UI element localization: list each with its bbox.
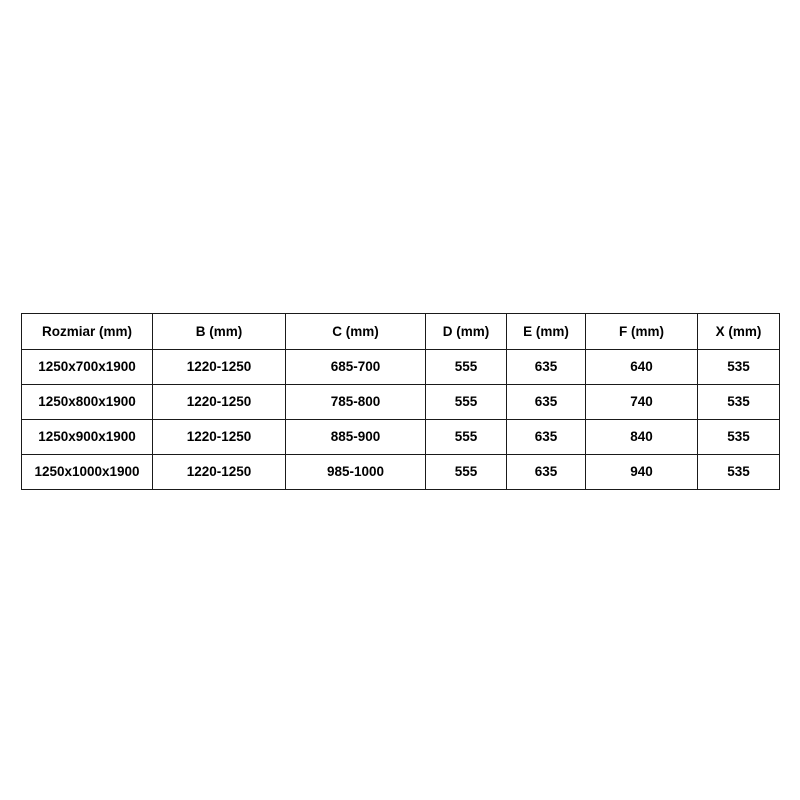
cell-x: 535 — [698, 350, 780, 385]
column-header-c: C (mm) — [286, 314, 426, 350]
cell-e: 635 — [507, 385, 586, 420]
table-row — [22, 455, 780, 490]
cell-c: 685-700 — [286, 350, 426, 385]
cell-f: 640 — [586, 350, 698, 385]
cell-c: 785-800 — [286, 385, 426, 420]
cell-d: 555 — [426, 420, 507, 455]
specification-table-wrapper — [21, 313, 779, 490]
table-header — [22, 314, 780, 350]
cell-rozmiar: 1250x800x1900 — [22, 385, 153, 420]
cell-b: 1220-1250 — [153, 350, 286, 385]
cell-rozmiar: 1250x1000x1900 — [22, 455, 153, 490]
cell-b: 1220-1250 — [153, 420, 286, 455]
table-row — [22, 420, 780, 455]
cell-b: 1220-1250 — [153, 385, 286, 420]
cell-rozmiar: 1250x900x1900 — [22, 420, 153, 455]
cell-d: 555 — [426, 385, 507, 420]
cell-c: 885-900 — [286, 420, 426, 455]
cell-d: 555 — [426, 455, 507, 490]
table-row — [22, 385, 780, 420]
column-header-b: B (mm) — [153, 314, 286, 350]
cell-f: 840 — [586, 420, 698, 455]
cell-b: 1220-1250 — [153, 455, 286, 490]
cell-e: 635 — [507, 420, 586, 455]
table-body — [22, 350, 780, 490]
table-header-row — [22, 314, 780, 350]
column-header-x: X (mm) — [698, 314, 780, 350]
cell-d: 555 — [426, 350, 507, 385]
cell-rozmiar: 1250x700x1900 — [22, 350, 153, 385]
column-header-e: E (mm) — [507, 314, 586, 350]
cell-x: 535 — [698, 420, 780, 455]
cell-e: 635 — [507, 455, 586, 490]
cell-e: 635 — [507, 350, 586, 385]
cell-c: 985-1000 — [286, 455, 426, 490]
cell-f: 740 — [586, 385, 698, 420]
column-header-rozmiar: Rozmiar (mm) — [22, 314, 153, 350]
table-row — [22, 350, 780, 385]
cell-x: 535 — [698, 385, 780, 420]
column-header-d: D (mm) — [426, 314, 507, 350]
cell-x: 535 — [698, 455, 780, 490]
column-header-f: F (mm) — [586, 314, 698, 350]
specification-table — [21, 313, 780, 490]
cell-f: 940 — [586, 455, 698, 490]
